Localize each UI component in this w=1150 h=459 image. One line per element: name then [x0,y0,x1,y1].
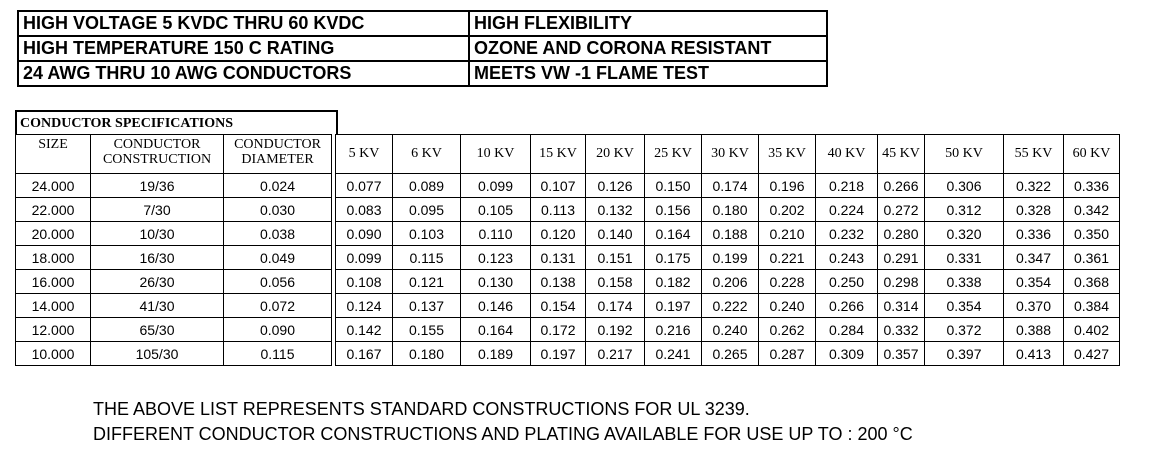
table-cell: 0.197 [531,342,586,366]
table-cell: 16/30 [91,246,224,270]
feature-cell: HIGH TEMPERATURE 150 C RATING [18,36,469,61]
table-cell: 0.121 [393,270,461,294]
table-cell: 0.228 [759,270,816,294]
table-cell: 0.206 [702,270,759,294]
table-cell: 0.357 [878,342,925,366]
features-row [18,11,827,36]
table-cell: 14.000 [16,294,91,318]
table-cell: 0.115 [393,246,461,270]
table-cell: 0.250 [816,270,878,294]
table-cell: 0.138 [531,270,586,294]
table-cell: 0.123 [461,246,531,270]
table-cell: 12.000 [16,318,91,342]
table-cell: 0.196 [759,174,816,198]
table-cell: 105/30 [91,342,224,366]
table-cell: 0.266 [816,294,878,318]
table-cell: 10/30 [91,222,224,246]
table-row [16,318,1120,342]
header-diameter-text: CONDUCTOR DIAMETER [234,137,321,167]
table-cell: 0.218 [816,174,878,198]
table-cell: 0.158 [586,270,645,294]
table-cell: 0.030 [224,198,332,222]
features-box [17,10,828,87]
header-55kv: 55 KV [1004,135,1064,174]
table-cell: 0.090 [224,318,332,342]
features-row [18,36,827,61]
table-cell: 0.090 [336,222,393,246]
feature-cell: 24 AWG THRU 10 AWG CONDUCTORS [18,61,469,86]
table-cell: 0.131 [531,246,586,270]
table-row [16,342,1120,366]
table-cell: 0.232 [816,222,878,246]
header-45kv: 45 KV [878,135,925,174]
table-cell: 0.072 [224,294,332,318]
table-cell: 0.217 [586,342,645,366]
table-cell: 0.328 [1004,198,1064,222]
table-cell: 0.197 [645,294,702,318]
header-60kv: 60 KV [1064,135,1120,174]
table-row [16,246,1120,270]
table-cell: 0.284 [816,318,878,342]
table-cell: 0.180 [393,342,461,366]
table-cell: 20.000 [16,222,91,246]
table-cell: 0.222 [702,294,759,318]
table-cell: 0.083 [336,198,393,222]
table-row [16,222,1120,246]
table-cell: 0.372 [925,318,1004,342]
table-cell: 0.221 [759,246,816,270]
header-20kv: 20 KV [586,135,645,174]
table-cell: 0.199 [702,246,759,270]
table-cell: 0.224 [816,198,878,222]
feature-cell: OZONE AND CORONA RESISTANT [469,36,827,61]
table-cell: 0.240 [759,294,816,318]
table-cell: 41/30 [91,294,224,318]
table-cell: 18.000 [16,246,91,270]
header-15kv: 15 KV [531,135,586,174]
table-cell: 0.099 [461,174,531,198]
table-cell: 0.124 [336,294,393,318]
table-cell: 0.167 [336,342,393,366]
table-cell: 0.314 [878,294,925,318]
table-cell: 0.156 [645,198,702,222]
table-cell: 0.361 [1064,246,1120,270]
table-cell: 0.266 [878,174,925,198]
table-cell: 0.188 [702,222,759,246]
table-row [16,270,1120,294]
table-cell: 0.272 [878,198,925,222]
table-cell: 0.240 [702,318,759,342]
table-cell: 0.103 [393,222,461,246]
table-cell: 0.113 [531,198,586,222]
header-30kv: 30 KV [702,135,759,174]
table-cell: 0.354 [1004,270,1064,294]
table-cell: 0.174 [702,174,759,198]
header-size: SIZE [16,135,91,174]
table-cell: 0.402 [1064,318,1120,342]
feature-cell: HIGH FLEXIBILITY [469,11,827,36]
table-cell: 0.332 [878,318,925,342]
table-cell: 0.350 [1064,222,1120,246]
table-cell: 0.202 [759,198,816,222]
header-5kv: 5 KV [336,135,393,174]
feature-cell: HIGH VOLTAGE 5 KVDC THRU 60 KVDC [18,11,469,36]
table-cell: 0.115 [224,342,332,366]
table-cell: 0.038 [224,222,332,246]
table-cell: 0.384 [1064,294,1120,318]
table-cell: 0.243 [816,246,878,270]
header-25kv: 25 KV [645,135,702,174]
table-cell: 0.368 [1064,270,1120,294]
table-cell: 0.309 [816,342,878,366]
table-cell: 0.189 [461,342,531,366]
header-row [16,135,1120,174]
header-construction-text: CONDUCTOR CONSTRUCTION [102,137,212,167]
table-cell: 0.347 [1004,246,1064,270]
table-cell: 0.336 [1064,174,1120,198]
table-cell: 0.132 [586,198,645,222]
table-cell: 0.336 [1004,222,1064,246]
table-cell: 0.151 [586,246,645,270]
table-cell: 0.108 [336,270,393,294]
table-cell: 0.140 [586,222,645,246]
table-cell: 0.397 [925,342,1004,366]
table-row [16,294,1120,318]
header-50kv: 50 KV [925,135,1004,174]
table-cell: 0.130 [461,270,531,294]
table-cell: 0.370 [1004,294,1064,318]
table-cell: 0.024 [224,174,332,198]
table-cell: 0.287 [759,342,816,366]
table-cell: 0.172 [531,318,586,342]
table-cell: 0.056 [224,270,332,294]
table-cell: 0.164 [461,318,531,342]
header-construction [91,135,224,174]
table-cell: 0.154 [531,294,586,318]
table-cell: 16.000 [16,270,91,294]
header-10kv: 10 KV [461,135,531,174]
table-cell: 0.354 [925,294,1004,318]
table-cell: 0.095 [393,198,461,222]
table-cell: 0.126 [586,174,645,198]
table-cell: 0.107 [531,174,586,198]
table-cell: 0.077 [336,174,393,198]
table-cell: 22.000 [16,198,91,222]
table-cell: 0.110 [461,222,531,246]
table-cell: 0.164 [645,222,702,246]
features-row [18,61,827,86]
table-cell: 0.120 [531,222,586,246]
table-cell: 0.099 [336,246,393,270]
table-cell: 7/30 [91,198,224,222]
table-cell: 0.342 [1064,198,1120,222]
table-cell: 24.000 [16,174,91,198]
table-cell: 0.049 [224,246,332,270]
feature-cell: MEETS VW -1 FLAME TEST [469,61,827,86]
table-cell: 0.174 [586,294,645,318]
table-cell: 0.182 [645,270,702,294]
note-different-constructions: DIFFERENT CONDUCTOR CONSTRUCTIONS AND PLATING AVAILABLE FOR USE UP TO : 200 °C [93,424,913,444]
table-cell: 0.150 [645,174,702,198]
spec-table-body [16,174,1120,366]
table-cell: 0.262 [759,318,816,342]
table-cell: 0.338 [925,270,1004,294]
table-cell: 19/36 [91,174,224,198]
table-cell: 0.216 [645,318,702,342]
table-cell: 0.322 [1004,174,1064,198]
spec-table-title: CONDUCTOR SPECIFICATIONS [15,110,338,134]
table-cell: 0.331 [925,246,1004,270]
table-cell: 0.105 [461,198,531,222]
table-cell: 0.137 [393,294,461,318]
header-diameter [224,135,332,174]
note-standard-constructions: THE ABOVE LIST REPRESENTS STANDARD CONSTRUCTIONS FOR UL 3239. [93,399,750,419]
table-row [16,174,1120,198]
table-cell: 0.192 [586,318,645,342]
table-cell: 0.291 [878,246,925,270]
table-cell: 0.210 [759,222,816,246]
table-cell: 0.320 [925,222,1004,246]
table-cell: 0.142 [336,318,393,342]
table-row [16,198,1120,222]
header-35kv: 35 KV [759,135,816,174]
table-cell: 0.146 [461,294,531,318]
header-40kv: 40 KV [816,135,878,174]
table-cell: 26/30 [91,270,224,294]
table-cell: 0.155 [393,318,461,342]
table-cell: 0.280 [878,222,925,246]
table-cell: 0.312 [925,198,1004,222]
header-6kv: 6 KV [393,135,461,174]
table-cell: 10.000 [16,342,91,366]
table-cell: 0.413 [1004,342,1064,366]
table-cell: 0.306 [925,174,1004,198]
table-cell: 0.089 [393,174,461,198]
table-cell: 0.298 [878,270,925,294]
table-cell: 0.265 [702,342,759,366]
table-cell: 65/30 [91,318,224,342]
conductor-spec-table [15,134,1120,366]
table-cell: 0.175 [645,246,702,270]
table-cell: 0.388 [1004,318,1064,342]
table-cell: 0.241 [645,342,702,366]
table-cell: 0.180 [702,198,759,222]
table-cell: 0.427 [1064,342,1120,366]
